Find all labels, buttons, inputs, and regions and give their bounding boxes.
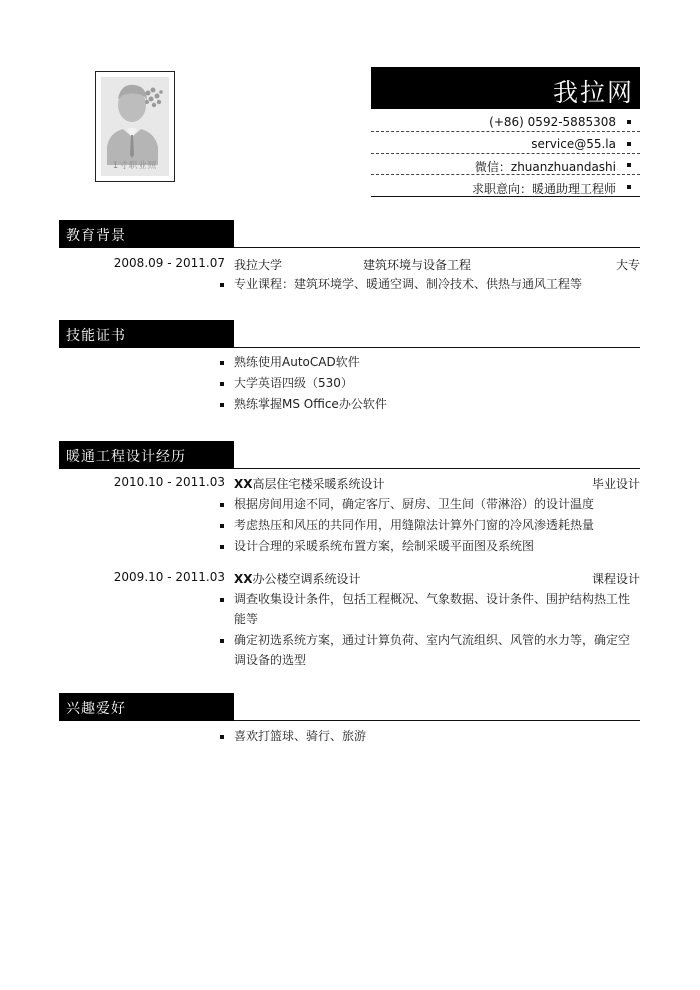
section-divider (234, 247, 640, 248)
degree-name: 大专 (615, 258, 640, 272)
list-item: 考虑热压和风压的共同作用，用缝隙法计算外门窗的冷风渗透耗热量 (234, 518, 595, 532)
avatar-placeholder (101, 77, 169, 176)
name-banner (371, 67, 640, 109)
bullet-icon (220, 283, 224, 287)
section-title: 技能证书 (66, 328, 126, 344)
bullet-icon (220, 639, 224, 643)
section-header-education (59, 220, 234, 248)
list-item: 熟练掌握MS Office办公软件 (234, 397, 387, 411)
project-date: 2010.10 - 2011.03 (113, 475, 225, 489)
objective-text: 求职意向：暖通助理工程师 (471, 182, 616, 196)
bullet-icon (627, 142, 631, 146)
section-header-skills (59, 320, 234, 348)
project-name-rest: 办公楼空调系统设计 (252, 572, 361, 586)
bullet-icon (627, 163, 631, 167)
bullet-icon (220, 735, 224, 739)
section-header-hobbies (59, 693, 234, 721)
section-title: 教育背景 (66, 228, 126, 244)
project-type: 毕业设计 (591, 477, 640, 491)
section-divider (234, 720, 640, 721)
bullet-icon (220, 598, 224, 602)
section-title: 兴趣爱好 (66, 701, 126, 717)
list-item: 大学英语四级（530） (234, 376, 353, 390)
bullet-icon (220, 545, 224, 549)
bullet-icon (220, 361, 224, 365)
contact-objective-row (371, 177, 640, 197)
project-date: 2009.10 - 2011.03 (113, 570, 225, 584)
list-item: 调查收集设计条件，包括工程概况、气象数据、设计条件、围护结构热工性能等 (234, 592, 631, 626)
project-name (234, 475, 385, 492)
project-name-prefix: XX (234, 572, 253, 586)
courses-text: 专业课程：建筑环境学、暖通空调、制冷技术、供热与通风工程等 (234, 277, 583, 291)
project-name-prefix: XX (234, 477, 253, 491)
wechat-text: 微信：zhuanzhuandashi (474, 160, 616, 174)
contact-wechat-row (371, 155, 640, 175)
contact-email-row (371, 134, 640, 154)
bullet-icon (220, 524, 224, 528)
list-item: 设计合理的采暖系统布置方案，绘制采暖平面图及系统图 (234, 539, 535, 553)
project-name-rest: 高层住宅楼采暖系统设计 (252, 477, 385, 491)
education-date: 2008.09 - 2011.07 (113, 256, 225, 270)
section-header-experience (59, 441, 234, 469)
phone-text: (+86) 0592-5885308 (489, 115, 616, 129)
bullet-icon (220, 503, 224, 507)
section-divider (234, 468, 640, 469)
bullet-icon (627, 185, 631, 189)
candidate-name: 我拉网 (552, 78, 634, 107)
major-name: 建筑环境与设备工程 (363, 258, 472, 272)
list-item: 确定初选系统方案，通过计算负荷、室内气流组织、风管的水力等，确定空调设备的选型 (234, 633, 631, 667)
bullet-icon (220, 403, 224, 407)
contact-phone-row (371, 112, 640, 132)
section-title: 暖通工程设计经历 (66, 449, 186, 465)
profile-photo (95, 71, 175, 182)
list-item: 熟练使用AutoCAD软件 (234, 355, 360, 369)
email-text: service@55.la (531, 137, 616, 151)
project-type: 课程设计 (591, 572, 640, 586)
project-name (234, 570, 361, 587)
school-name: 我拉大学 (234, 258, 283, 272)
list-item: 喜欢打篮球、骑行、旅游 (234, 729, 367, 743)
section-divider (234, 347, 640, 348)
bullet-icon (627, 120, 631, 124)
list-item: 根据房间用途不同，确定客厅、厨房、卫生间（带淋浴）的设计温度 (234, 497, 595, 511)
photo-caption: 1寸职业照 (112, 161, 158, 171)
bullet-icon (220, 382, 224, 386)
